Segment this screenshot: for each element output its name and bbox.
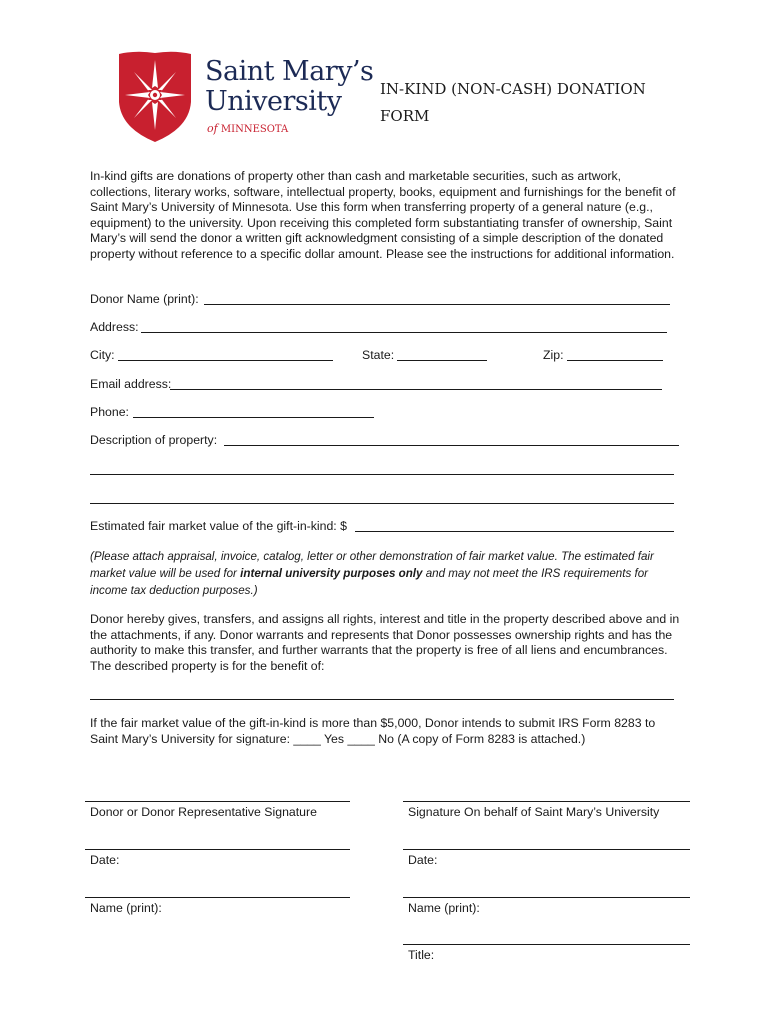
donor-name-field[interactable]: [204, 304, 670, 305]
fmv-label: Estimated fair market value of the gift-in-kind: $: [90, 519, 347, 533]
title-right-label: Title:: [408, 948, 435, 962]
phone-field[interactable]: [133, 417, 374, 418]
name-right-line[interactable]: [403, 897, 690, 898]
form-title-line2: FORM: [380, 107, 430, 125]
description-field-line3[interactable]: [90, 503, 674, 504]
intro-paragraph: In-kind gifts are donations of property other than cash and marketable securities, such as artwork, collections, literary works, software, intellectual property, books, equipment and furnishings for the benefit of Saint Mary’s University of Minnesota. Use this form when transferring property of a general nature (e.g., equipment) to the university. Upon receiving this completed form substantiating transfer of ownership, Saint Mary’s will send the donor a written gift acknowledgment consisting of a simple description of the donated property without reference to a specific dollar amount. Please see the instructions for additional information.: [90, 169, 676, 261]
appraisal-note-bold: internal university purposes only: [240, 567, 423, 580]
irs-text-line2: Saint Mary’s University for signature: ____ Yes ____ No (A copy of Form 8283 is attached.): [90, 732, 586, 746]
name-right-label: Name (print):: [408, 901, 480, 915]
description-field-line2[interactable]: [90, 474, 674, 475]
transfer-paragraph: Donor hereby gives, transfers, and assigns all rights, interest and title in the property described above and in the attachments, if any. Donor warrants and represents that Donor possesses ownership rights and has the authority to make this transfer, and further warrants that the property is free of all liens and encumbrances. The described property is for the benefit of:: [90, 612, 680, 673]
zip-field[interactable]: [567, 360, 663, 361]
appraisal-note-part1: (Please attach appraisal, invoice, catalog, letter or other demonstration of fair market value. The estimated fair market value will be used for: [90, 550, 654, 580]
fmv-field[interactable]: [355, 531, 674, 532]
date-left-line[interactable]: [85, 849, 350, 850]
appraisal-note: [90, 548, 680, 599]
email-field[interactable]: [170, 389, 662, 390]
date-left-label: Date:: [90, 853, 120, 867]
title-right-line[interactable]: [403, 944, 690, 945]
university-signature-label: Signature On behalf of Saint Mary’s University: [408, 805, 660, 819]
description-label: Description of property:: [90, 433, 218, 447]
date-right-line[interactable]: [403, 849, 690, 850]
logo-subtitle-of: of: [207, 122, 218, 135]
form-title: [380, 76, 700, 130]
logo-wordmark-line1: Saint Mary’s: [205, 56, 374, 87]
date-right-label: Date:: [408, 853, 438, 867]
name-left-line[interactable]: [85, 897, 350, 898]
form-title-line1: IN-KIND (NON-CASH) DONATION: [380, 80, 646, 98]
beneficiary-field[interactable]: [90, 699, 674, 700]
university-signature-line[interactable]: [403, 801, 690, 802]
name-left-label: Name (print):: [90, 901, 162, 915]
logo-wordmark-line2: University: [205, 86, 342, 117]
zip-label: Zip:: [543, 348, 564, 362]
appraisal-note-part2: and may not meet the IRS requirements for income tax deduction purposes.): [90, 567, 649, 597]
logo-subtitle-state: MINNESOTA: [220, 124, 289, 135]
irs-text-line1: If the fair market value of the gift-in-kind is more than $5,000, Donor intends to submit IRS Form 8283 to: [90, 716, 656, 730]
logo-subtitle: [207, 122, 288, 135]
donor-signature-label: Donor or Donor Representative Signature: [90, 805, 317, 819]
phone-label: Phone:: [90, 405, 129, 419]
address-label: Address:: [90, 320, 139, 334]
state-label: State:: [362, 348, 395, 362]
description-field-line1[interactable]: [224, 445, 679, 446]
state-field[interactable]: [397, 360, 487, 361]
city-label: City:: [90, 348, 115, 362]
donor-signature-line[interactable]: [85, 801, 350, 802]
email-label: Email address:: [90, 377, 172, 391]
address-field[interactable]: [141, 332, 667, 333]
university-shield-logo: [117, 50, 193, 144]
donor-name-label: Donor Name (print):: [90, 292, 199, 306]
city-field[interactable]: [118, 360, 333, 361]
